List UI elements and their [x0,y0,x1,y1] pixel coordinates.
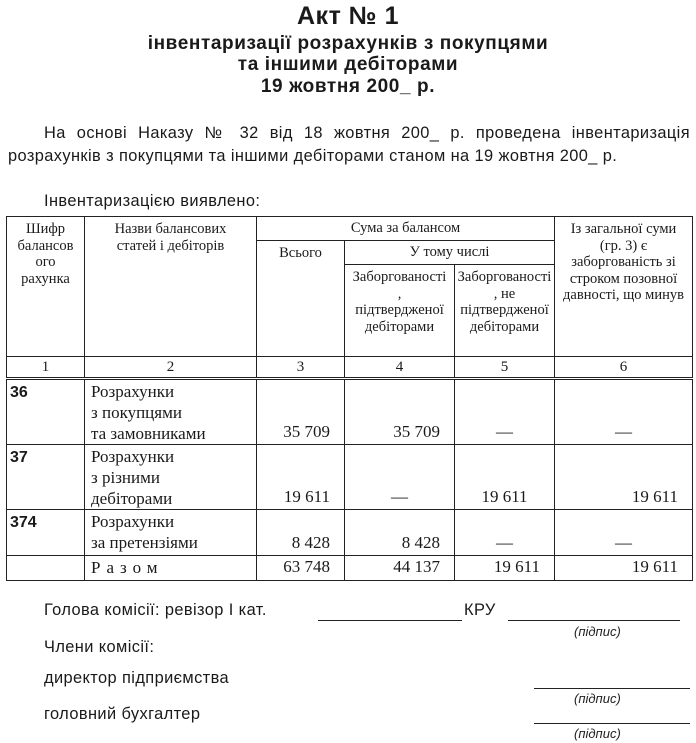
table-row [7,510,693,556]
row-name-line: за претензіями [91,533,198,552]
row-unconfirmed: 19 611 [455,445,555,510]
header-confirmed-text: Заборгованості, підтвердженої дебіторами [352,269,447,335]
signature-hint: (підпис) [574,691,621,706]
column-number-row [7,357,693,379]
row-name [85,445,257,510]
row-name [85,510,257,556]
row-total: 8 428 [257,510,345,556]
row-name-line: та замовниками [91,424,206,443]
row-name [85,379,257,445]
header-total: Всього [257,241,345,357]
act-subtitle-line-1: інвентаризації розрахунків з покупцями [147,33,549,54]
act-title: Акт № 1 [297,2,399,30]
row-unconfirmed: — [455,379,555,445]
header-unconfirmed [455,265,555,357]
row-confirmed: — [345,445,455,510]
column-number: 2 [85,357,257,379]
row-name-line: Розрахунки [91,382,175,401]
row-total: 19 611 [257,445,345,510]
act-date: 19 жовтня 200_ р. [260,76,436,97]
table-row [7,379,693,445]
row-code: 374 [7,510,85,556]
row-expired: 19 611 [555,445,693,510]
header-names [85,217,257,357]
inventory-table [6,216,693,581]
header-including: У тому числі [345,241,555,265]
totals-empty-cell [7,556,85,581]
header-confirmed [345,265,455,357]
column-number: 1 [7,357,85,379]
head-signature-line [508,620,680,621]
header-code-text: Шифр балансового рахунка [17,221,74,287]
row-name-line: Розрахунки [91,512,175,531]
header-expired [555,217,693,357]
row-name-line: з різними [91,468,160,487]
row-name-line: з покупцями [91,403,182,422]
signature-hint: (підпис) [574,726,621,741]
row-unconfirmed: — [455,510,555,556]
director-label: директор підприємства [44,669,230,687]
header-balance: Сума за балансом [257,217,555,241]
head-name-line [318,620,462,621]
kru-label: КРУ [464,601,496,619]
header-names-text: Назви балансових статей і дебіторів [114,221,227,254]
table-row [7,445,693,510]
row-code: 36 [7,379,85,445]
totals-label: Разом [85,556,257,581]
header-code [7,217,85,357]
column-number: 5 [455,357,555,379]
column-number: 4 [345,357,455,379]
totals-row [7,556,693,581]
totals-confirmed: 44 137 [345,556,455,581]
members-label: Члени комісії: [44,638,155,656]
row-confirmed: 8 428 [345,510,455,556]
act-subtitle-line-2: та іншими дебіторами [237,54,459,75]
column-number: 6 [555,357,693,379]
row-expired: — [555,510,693,556]
intro-paragraph: На основі Наказу № 32 від 18 жовтня 200_ р. проведена інвентаризація розрахунків з покупцями та іншими дебіторами станом на 19 жовтня 200_ р. [8,124,690,165]
row-confirmed: 35 709 [345,379,455,445]
row-expired: — [555,379,693,445]
totals-expired: 19 611 [555,556,693,581]
row-name-line: Розрахунки [91,447,175,466]
accountant-label: головний бухгалтер [44,705,201,723]
signature-hint: (підпис) [574,624,621,639]
header-expired-text: Із загальної суми (гр. 3) є заборгованість зі строком позовної давності, що минув [563,221,684,303]
found-label: Інвентаризацією виявлено: [44,192,261,210]
row-code: 37 [7,445,85,510]
totals-unconfirmed: 19 611 [455,556,555,581]
head-of-commission-label: Голова комісії: ревізор I кат. [44,601,267,619]
row-name-line: дебіторами [91,489,173,508]
totals-total: 63 748 [257,556,345,581]
column-number: 3 [257,357,345,379]
row-total: 35 709 [257,379,345,445]
director-signature-line [534,688,690,689]
accountant-signature-line [534,723,690,724]
header-unconfirmed-text: Заборгованості, не підтвердженої дебіторами [457,269,552,335]
